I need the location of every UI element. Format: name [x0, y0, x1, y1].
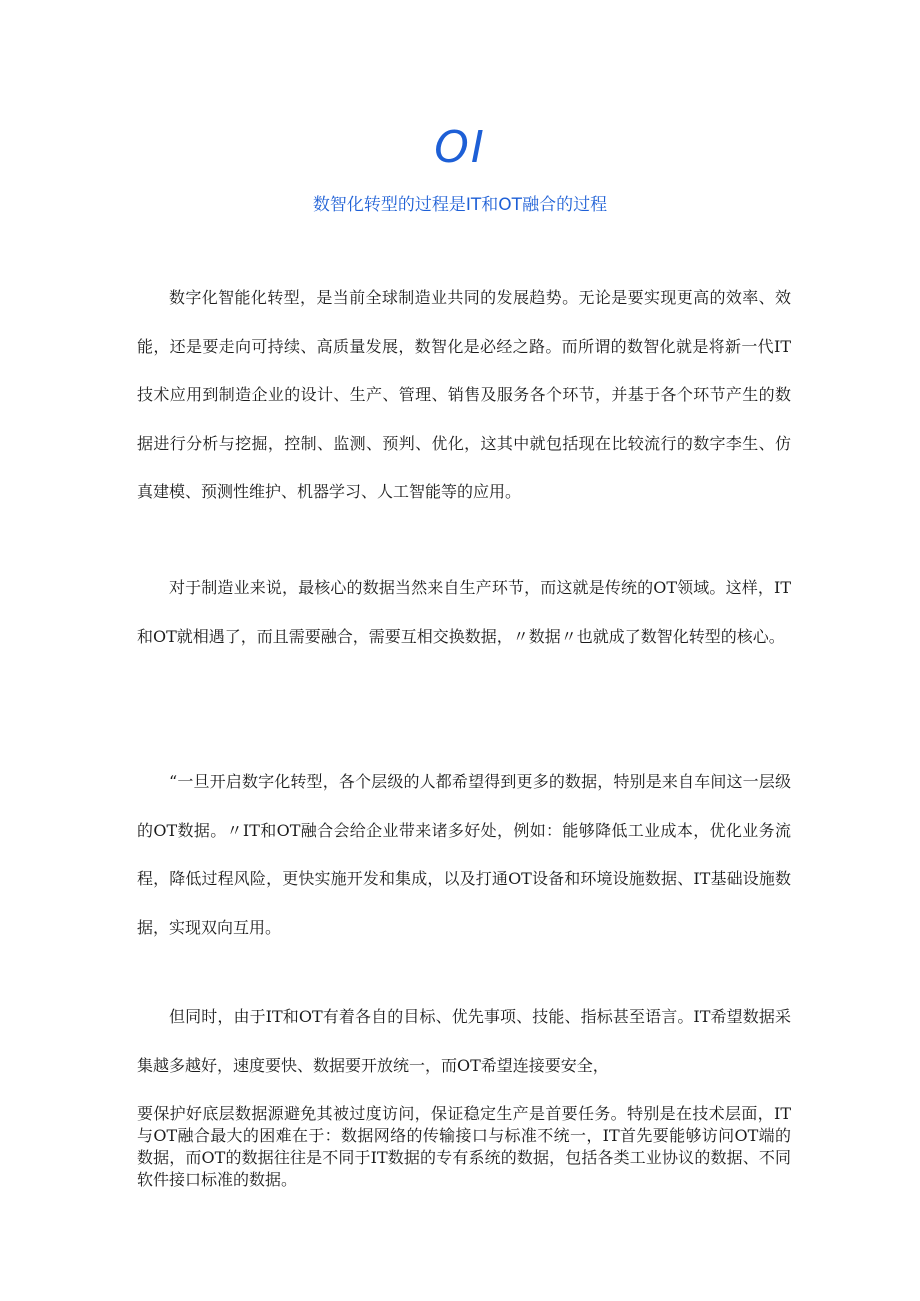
section-title: 数智化转型的过程是IT和OT融合的过程 [312, 195, 608, 215]
paragraph-it-ot-meet: 对于制造业来说，最核心的数据当然来自生产环节，而这就是传统的OT领域。这样，IT和OT就相遇了，而且需要融合，需要互相交换数据，〃数据〃也就成了数智化转型的核心。 [137, 578, 791, 646]
section-number: OI [434, 122, 486, 173]
paragraph-it-ot-differences: 但同时，由于IT和OT有着各自的目标、优先事项、技能、指标甚至语言。IT希望数据采集越多越好，速度要快、数据要开放统一，而OT希望连接要安全， [137, 1007, 791, 1075]
paragraph-it-ot-benefits: “一旦开启数字化转型，各个层级的人都希望得到更多的数据，特别是来自车间这一层级的OT数据。〃IT和OT融合会给企业带来诸多好处，例如：能够降低工业成本，优化业务流程，降低过程风险，更快实施开发和集成，以及打通OT设备和环境设施数据、IT基础设施数据，实现双向互用。 [137, 772, 791, 937]
paragraph-digital-transformation: 数字化智能化转型，是当前全球制造业共同的发展趋势。无论是要实现更高的效率、效能，还是要走向可持续、高质量发展，数智化是必经之路。而所谓的数智化就是将新一代IT技术应用到制造企业的设计、生产、管理、销售及服务各个环节，并基于各个环节产生的数据进行分析与挖掘，控制、监测、预判、优化，这其中就包括现在比较流行的数字李生、仿真建模、预测性维护、机器学习、人工智能等的应用。 [137, 288, 791, 501]
paragraph-it-ot-difficulties: 要保护好底层数据源避免其被过度访问，保证稳定生产是首要任务。特别是在技术层面，IT与OT融合最大的困难在于：数据网络的传输接口与标准不统一，IT首先要能够访问OT端的数据，而OT的数据往往是不同于IT数据的专有系统的数据，包括各类工业协议的数据、不同软件接口标准的数据。 [137, 1104, 791, 1189]
